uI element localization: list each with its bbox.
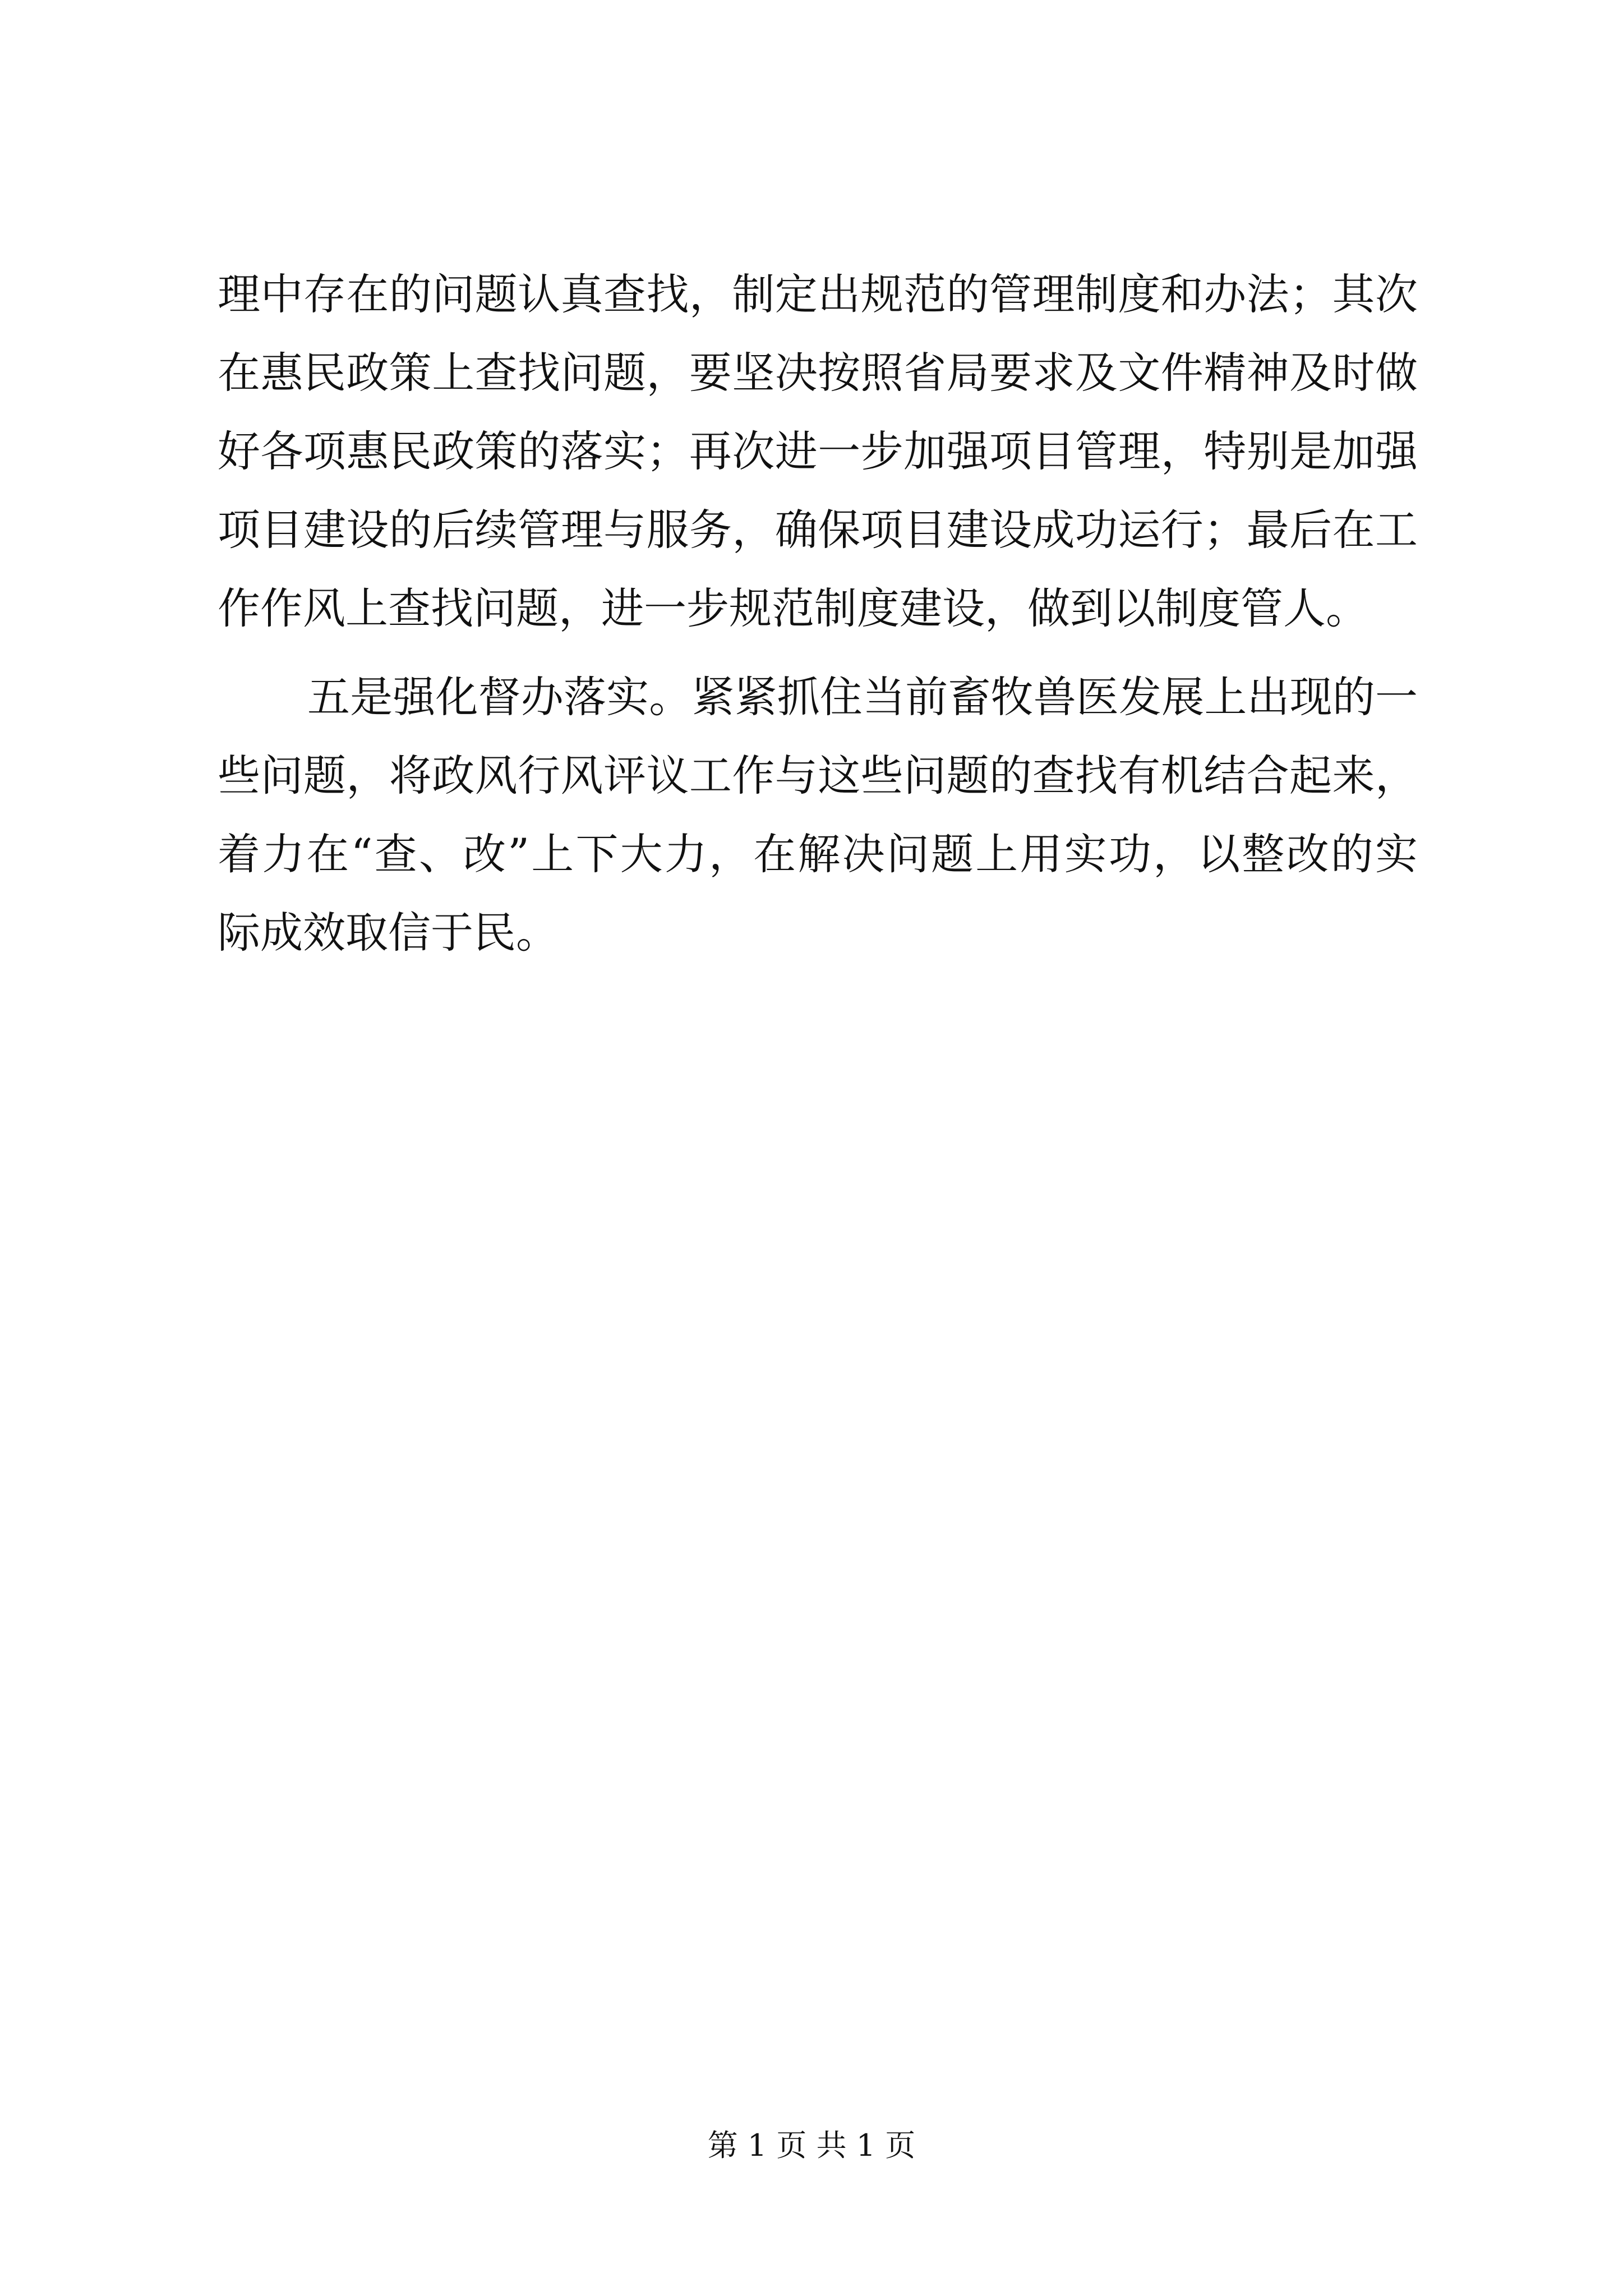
paragraph-2 bbox=[218, 658, 1418, 972]
text-line: 在惠民政策上查找问题，要坚决按照省局要求及文件精神及时做 bbox=[218, 348, 1418, 398]
text-line: 些问题，将政风行风评议工作与这些问题的查找有机结合起来， bbox=[218, 751, 1418, 800]
paragraph-gap bbox=[218, 648, 1418, 658]
paragraph-1 bbox=[218, 255, 1418, 648]
page-footer: 第 1 页 共 1 页 bbox=[707, 2128, 916, 2163]
text-line: 项目建设的后续管理与服务，确保项目建设成功运行；最后在工 bbox=[218, 505, 1418, 555]
text-line: 五是强化督办落实。紧紧抓住当前畜牧兽医发展上出现的一 bbox=[307, 672, 1418, 722]
text-line: 着力在“查、改”上下大力，在解决问题上用实功，以整改的实 bbox=[218, 829, 1418, 879]
text-line: 理中存在的问题认真查找，制定出规范的管理制度和办法；其次 bbox=[218, 269, 1418, 319]
text-line: 好各项惠民政策的落实；再次进一步加强项目管理，特别是加强 bbox=[218, 426, 1418, 476]
text-line: 际成效取信于民。 bbox=[218, 908, 559, 958]
text-line: 作作风上查找问题，进一步规范制度建设，做到以制度管人。 bbox=[218, 583, 1368, 633]
document-body bbox=[218, 255, 1418, 972]
